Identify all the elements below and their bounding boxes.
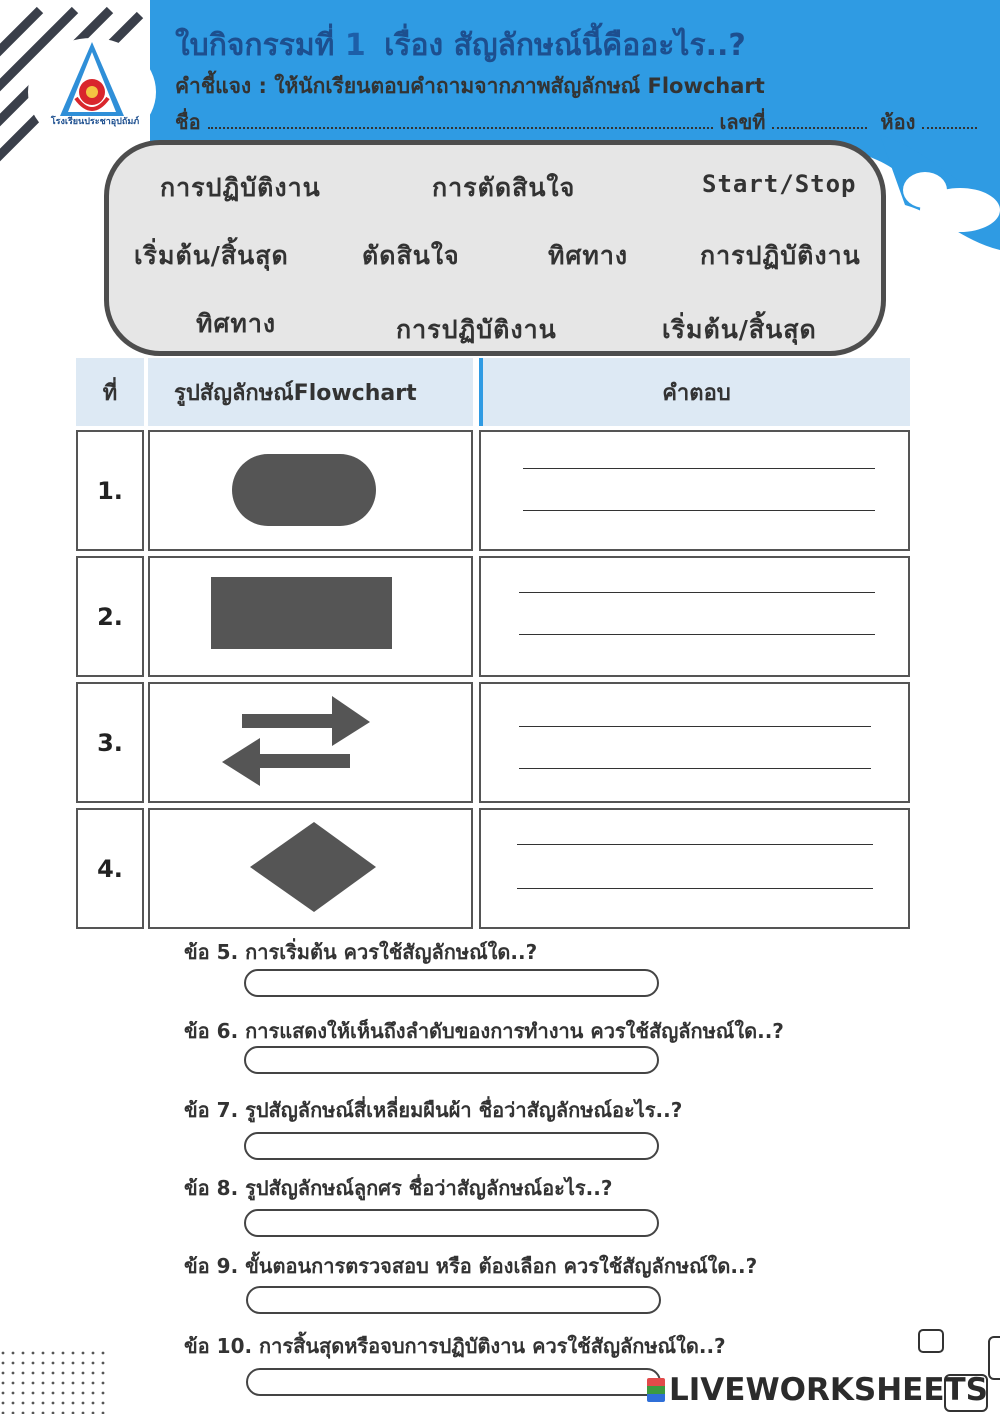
school-logo — [28, 38, 156, 146]
answer-cell[interactable] — [479, 808, 910, 929]
word-bank-item: การปฏิบัติงาน — [700, 241, 861, 270]
word-bank-item: ตัดสินใจ — [362, 241, 460, 270]
answer-cell[interactable] — [479, 430, 910, 551]
question-6: ข้อ 6. การแสดงให้เห็นถึงลำดับของการทำงาน ควรใช้สัญลักษณ์ใด..? — [184, 1019, 784, 1043]
direction-arrows-icon — [150, 684, 471, 801]
answer-input-7[interactable] — [244, 1132, 659, 1160]
answer-input-8[interactable] — [244, 1209, 659, 1237]
question-8: ข้อ 8. รูปสัญลักษณ์ลูกศร ชื่อว่าสัญลักษณ์อะไร..? — [184, 1176, 613, 1200]
question-7: ข้อ 7. รูปสัญลักษณ์สี่เหลี่ยมผืนผ้า ชื่อว่าสัญลักษณ์อะไร..? — [184, 1098, 683, 1122]
answer-line — [523, 468, 875, 469]
liveworksheets-brand — [647, 1372, 988, 1408]
table-row-symbol-cell — [148, 808, 473, 929]
answer-input-10[interactable] — [246, 1368, 661, 1396]
room-field[interactable] — [922, 113, 977, 129]
answer-line — [519, 634, 875, 635]
name-row — [175, 106, 977, 138]
brand-text: LIVEWORKSHEETS — [669, 1372, 988, 1408]
answer-input-9[interactable] — [246, 1286, 661, 1314]
table-row-number: 4. — [76, 808, 144, 929]
table-row-symbol-cell — [148, 556, 473, 677]
name-field[interactable] — [208, 113, 713, 129]
instruction-text: คำชี้แจง : ให้นักเรียนตอบคำถามจากภาพสัญลักษณ์ Flowchart — [175, 74, 765, 98]
table-row-number: 1. — [76, 430, 144, 551]
table-header-symbol: รูปสัญลักษณ์Flowchart — [148, 358, 473, 426]
question-9: ข้อ 9. ขั้นตอนการตรวจสอบ หรือ ต้องเลือก ควรใช้สัญลักษณ์ใด..? — [184, 1254, 758, 1278]
room-label: ห้อง — [880, 110, 916, 134]
table-row-symbol-cell — [148, 682, 473, 803]
word-bank-item: การตัดสินใจ — [432, 173, 576, 202]
answer-cell[interactable] — [479, 556, 910, 677]
word-bank-item: เริ่มต้น/สิ้นสุด — [662, 315, 817, 344]
table-header-number: ที่ — [76, 358, 144, 426]
dot-grid-decoration — [0, 1350, 110, 1414]
answer-line — [517, 888, 873, 889]
checkbox-icon — [918, 1329, 944, 1353]
diamond-decision-icon — [150, 810, 471, 927]
page-title: ใบกิจกรรมที่ 1 เรื่อง สัญลักษณ์นี้คืออะไร..? — [175, 28, 746, 63]
word-bank-item: Start/Stop — [702, 170, 857, 198]
question-5: ข้อ 5. การเริ่มต้น ควรใช้สัญลักษณ์ใด..? — [184, 940, 538, 964]
name-label: ชื่อ — [175, 110, 201, 134]
number-field[interactable] — [772, 113, 867, 129]
table-header-answer: คำตอบ — [479, 358, 910, 426]
answer-input-6[interactable] — [244, 1046, 659, 1074]
logo-text: โรงเรียนประชาอุปถัมภ์ — [50, 117, 140, 127]
answer-cell[interactable] — [479, 682, 910, 803]
answer-line — [519, 726, 871, 727]
live-badge-icon — [647, 1378, 665, 1402]
word-bank-item: ทิศทาง — [196, 309, 277, 338]
answer-line — [519, 768, 871, 769]
checkbox-icon — [988, 1336, 1000, 1380]
answer-line — [519, 592, 875, 593]
rectangle-process-icon — [150, 558, 471, 675]
school-emblem-icon — [28, 38, 156, 146]
number-label: เลขที่ — [719, 110, 766, 134]
table-row-symbol-cell — [148, 430, 473, 551]
word-bank-item: เริ่มต้น/สิ้นสุด — [134, 241, 289, 270]
word-bank-item: ทิศทาง — [548, 241, 629, 270]
answer-line — [523, 510, 875, 511]
word-bank-item: การปฏิบัติงาน — [160, 173, 321, 202]
question-10: ข้อ 10. การสิ้นสุดหรือจบการปฏิบัติงาน ควรใช้สัญลักษณ์ใด..? — [184, 1334, 726, 1358]
table-row-number: 3. — [76, 682, 144, 803]
rounded-terminator-icon — [150, 432, 471, 549]
word-bank-item: การปฏิบัติงาน — [396, 315, 557, 344]
answer-line — [517, 844, 873, 845]
table-row-number: 2. — [76, 556, 144, 677]
answer-input-5[interactable] — [244, 969, 659, 997]
